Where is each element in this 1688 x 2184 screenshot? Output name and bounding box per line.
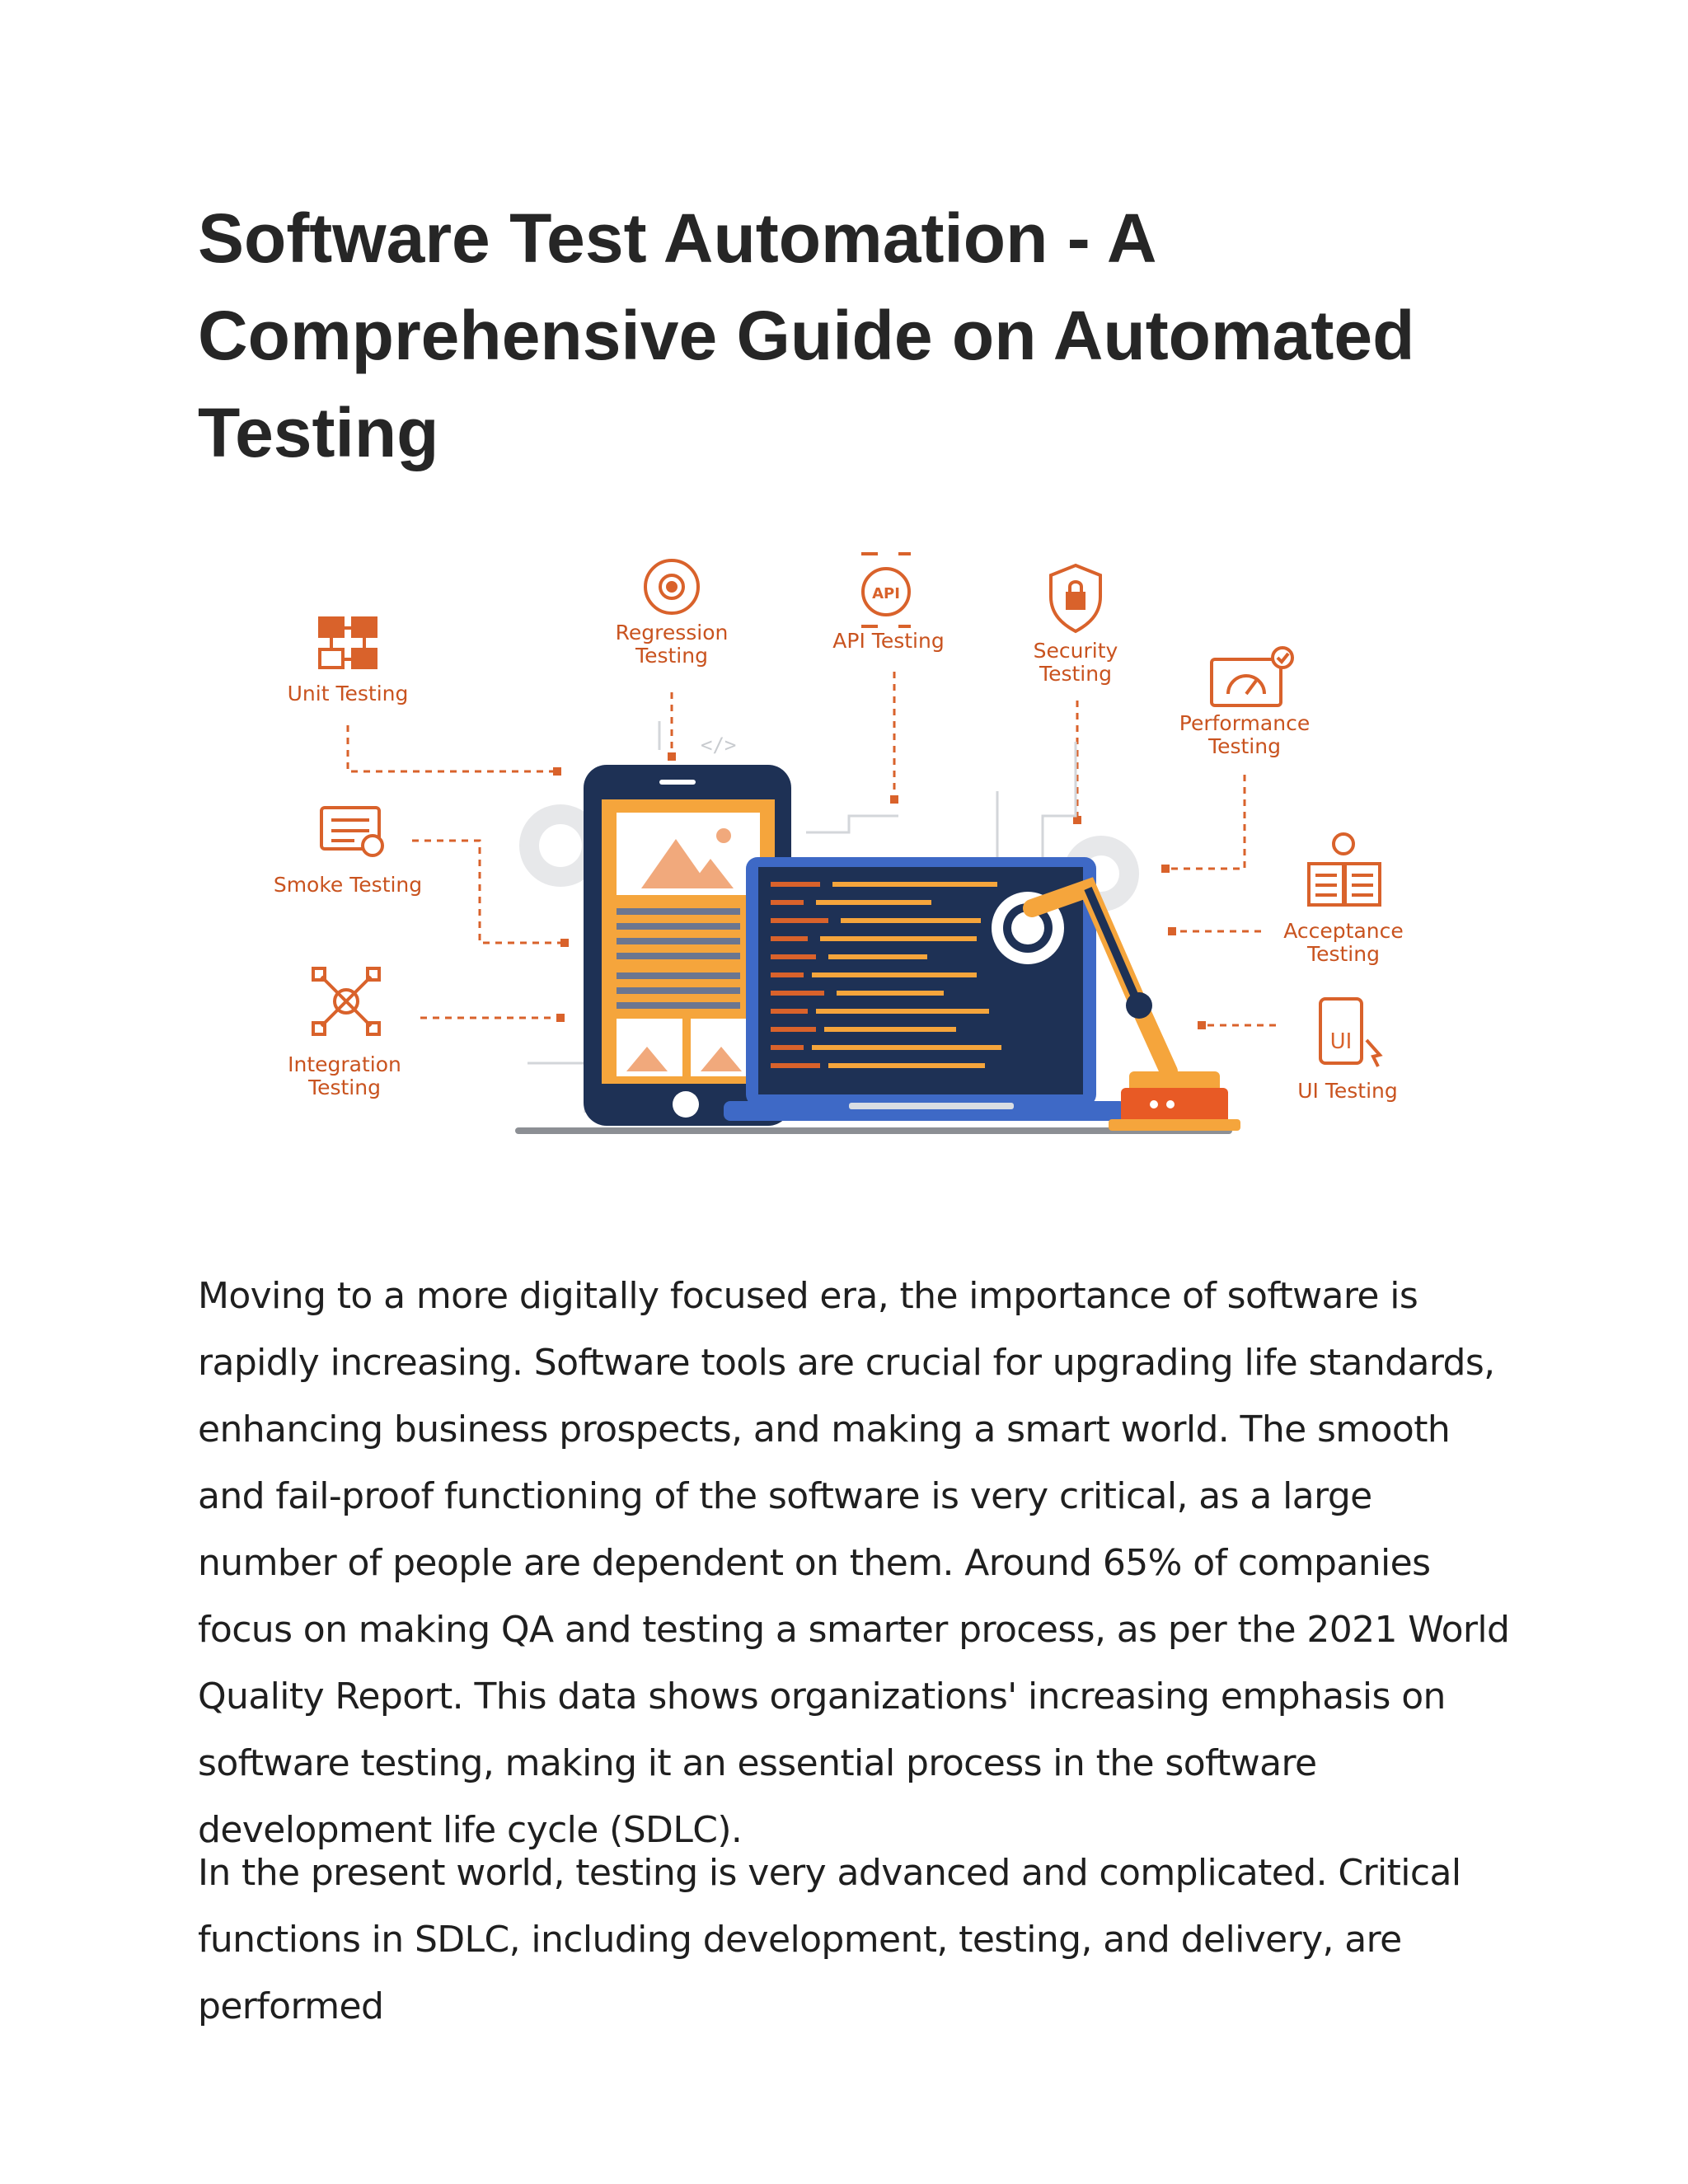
ui-testing-label: UI Testing [1297, 1079, 1398, 1103]
intro-paragraph: Moving to a more digitally focused era, the importance of software is rapidly increasing. Software tools are crucial for upgrading life standards, enhancing business prospects, and making a smart world. The smooth and fail-proof functioning of the software is very critical, as a large number of people are dependent on them. Around 65% of companies focus on making QA and testing a smarter process, as per the 2021 World Quality Report. This data shows organizations' increasing emphasis on software testing, making it an essential process in the software development life cycle (SDLC). [198, 1275, 1510, 1851]
acceptance-testing-label-line2: Testing [1307, 942, 1380, 966]
article-title: Software Test Automation - A Comprehensive Guide on Automated Testing [198, 199, 1415, 471]
ui-badge-text: UI [1329, 1029, 1353, 1054]
security-testing-label-line1: Security [1033, 639, 1118, 663]
second-paragraph: In the present world, testing is very advanced and complicated. Critical functions in SDLC, including development, testing, and delivery, are performed [198, 1852, 1461, 2027]
api-testing-label: API Testing [832, 629, 945, 653]
illustration-svg [272, 536, 1426, 1195]
integration-testing-label-line1: Integration [288, 1052, 401, 1076]
integration-testing-icon [313, 968, 379, 1034]
acceptance-testing-icon [1309, 834, 1380, 905]
regression-testing-label-line1: Regression [615, 621, 729, 644]
performance-testing-label-line1: Performance [1179, 711, 1311, 735]
smoke-testing-label: Smoke Testing [273, 873, 423, 897]
regression-testing-label-line2: Testing [635, 644, 708, 668]
performance-testing-icon [1212, 648, 1292, 705]
automation-testing-types-illustration [272, 536, 1426, 1195]
smoke-testing-icon [321, 808, 382, 855]
api-badge-text: API [872, 585, 900, 602]
security-testing-icon [1051, 565, 1100, 631]
regression-testing-icon [645, 560, 698, 613]
acceptance-testing-label-line1: Acceptance [1283, 919, 1404, 943]
code-tag-icon: </> [701, 733, 737, 757]
security-testing-label-line2: Testing [1039, 662, 1112, 686]
unit-testing-icon [320, 618, 376, 668]
unit-testing-label: Unit Testing [287, 682, 409, 705]
performance-testing-label-line2: Testing [1208, 734, 1281, 758]
integration-testing-label-line2: Testing [308, 1076, 381, 1099]
